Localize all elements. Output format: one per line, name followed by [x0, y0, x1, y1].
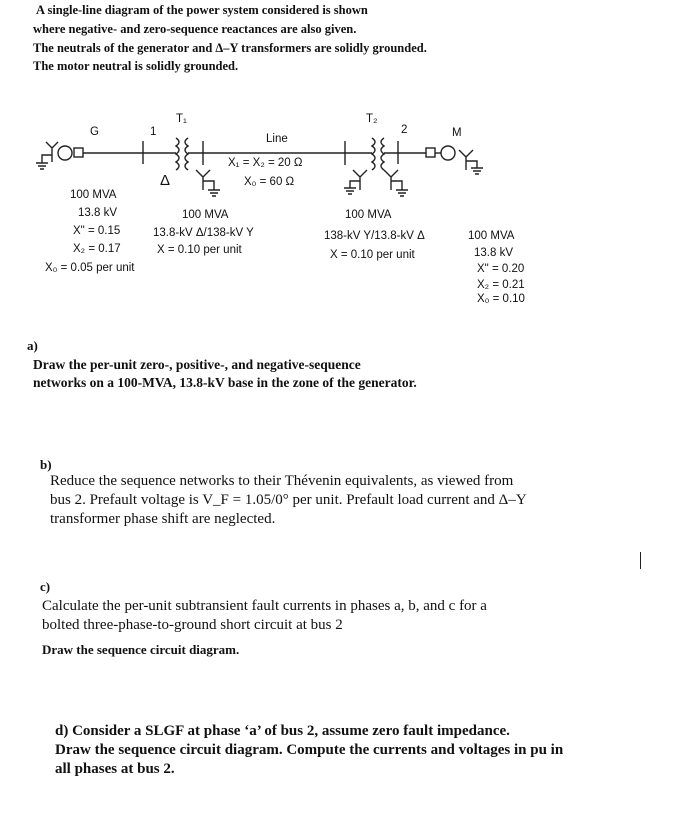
line-x0: X₀ = 60 Ω	[244, 176, 295, 188]
question-a-label: a)	[27, 338, 38, 353]
question-d-line: Draw the sequence circuit diagram. Compute the currents and voltages in pu in	[55, 742, 564, 758]
t2-voltage: 138-kV Y/13.8-kV Δ	[324, 230, 425, 242]
question-d-line: d) Consider a SLGF at phase ‘a’ of bus 2, assume zero fault impedance.	[55, 723, 510, 739]
question-a-text	[33, 356, 417, 392]
t2-wye-ground-left-icon	[344, 170, 367, 194]
motor-x2: X₂ = 0.21	[477, 279, 525, 291]
gen-voltage: 13.8 kV	[78, 207, 117, 219]
intro-line-3: The neutrals of the generator and Δ–Y transformers are solidly grounded.	[33, 41, 427, 55]
bus2-label: 2	[401, 124, 408, 136]
motor-breaker	[426, 148, 435, 157]
generator-symbol	[58, 146, 72, 160]
motor-xsub: X" = 0.20	[477, 263, 525, 275]
line-x12: X₁ = X₂ = 20 Ω	[228, 157, 303, 169]
text-cursor	[640, 552, 641, 569]
question-b-line: bus 2. Prefault voltage is V_F = 1.05/0° per unit. Prefault load current and Δ–Y	[50, 492, 527, 508]
question-a-line: networks on a 100-MVA, 13.8-kV base in the zone of the generator.	[33, 375, 417, 390]
motor-voltage: 13.8 kV	[474, 247, 513, 259]
question-d-text	[55, 722, 563, 779]
question-b-line: transformer phase shift are neglected.	[50, 511, 276, 527]
bus1-label: 1	[150, 126, 157, 138]
question-a-line: Draw the per-unit zero-, positive-, and negative-sequence	[33, 357, 361, 372]
intro-line-2: where negative- and zero-sequence reactances are also given.	[33, 22, 357, 36]
motor-x0: X₀ = 0.10	[477, 293, 525, 305]
t1-x: X = 0.10 per unit	[157, 244, 242, 256]
question-d-line: all phases at bus 2.	[55, 761, 175, 777]
question-c-extra: Draw the sequence circuit diagram.	[42, 642, 240, 657]
t2-rating: 100 MVA	[345, 209, 392, 221]
intro-line-1: A single-line diagram of the power system considered is shown	[36, 3, 368, 17]
motor-symbol	[441, 146, 455, 160]
gen-x0: X₀ = 0.05 per unit	[45, 262, 135, 274]
question-c-line: Calculate the per-unit subtransient fault currents in phases a, b, and c for a	[42, 598, 487, 614]
question-b-text	[50, 472, 527, 529]
question-c-label: c)	[40, 579, 51, 594]
question-b-label: b)	[40, 457, 52, 472]
question-c-text	[42, 597, 487, 635]
question-b-line: Reduce the sequence networks to their Thévenin equivalents, as viewed from	[50, 473, 514, 489]
question-c-line: bolted three-phase-to-ground short circuit at bus 2	[42, 617, 343, 633]
generator-breaker	[74, 148, 83, 157]
gen-rating: 100 MVA	[70, 189, 117, 201]
t2-x: X = 0.10 per unit	[330, 249, 415, 261]
t2-wye-ground-right-icon	[384, 170, 408, 196]
t1-label: T₁	[176, 113, 187, 125]
t1-wye-ground-icon	[196, 170, 220, 196]
motor-rating: 100 MVA	[468, 230, 515, 242]
gen-xsub: X" = 0.15	[73, 225, 121, 237]
gen-x2: X₂ = 0.17	[73, 243, 121, 255]
line-label: Line	[266, 133, 288, 145]
motor-ground-icon	[459, 150, 483, 174]
generator-label: G	[90, 126, 99, 138]
motor-label: M	[452, 127, 462, 139]
t1-voltage: 13.8-kV Δ/138-kV Y	[153, 227, 254, 239]
intro-line-4: The motor neutral is solidly grounded.	[33, 59, 239, 73]
t1-delta-symbol: Δ	[160, 172, 171, 189]
t1-transformer-icon	[176, 138, 188, 170]
t2-transformer-icon	[372, 138, 384, 170]
generator-ground-icon	[36, 142, 58, 169]
t2-label: T₂	[366, 113, 378, 125]
t1-rating: 100 MVA	[182, 209, 229, 221]
